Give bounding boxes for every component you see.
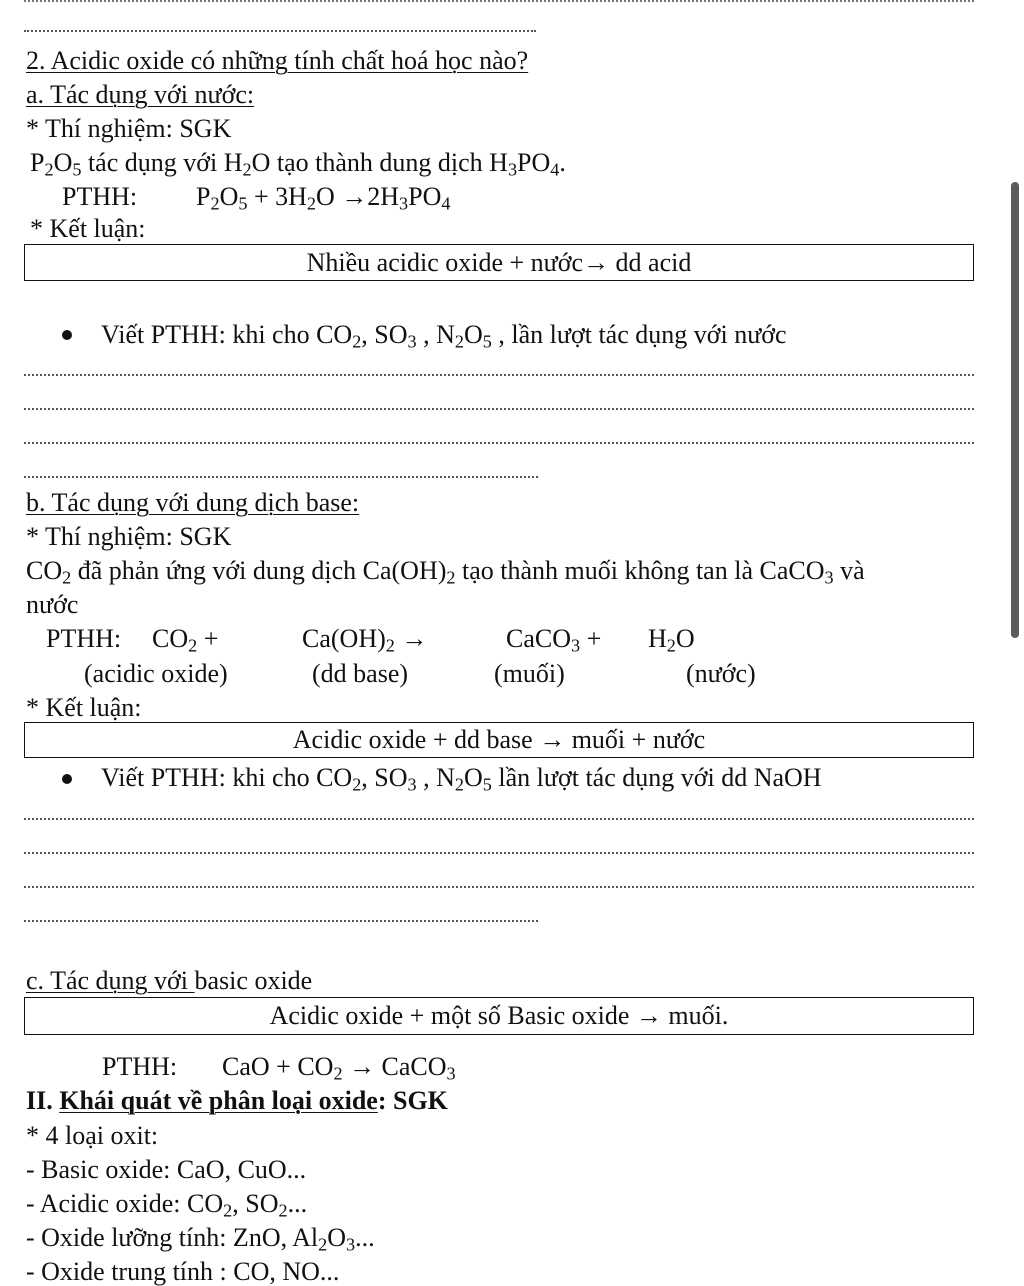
answer-line xyxy=(24,886,974,888)
section-b-description-cont: nước xyxy=(26,590,79,619)
section-c-equation: CaO + $CO_2$ → CaCO$_3$ xyxy=(222,1052,456,1084)
section-a-equation: $P_2O_5 + 3H_2O \to 2H_3PO_4$ xyxy=(196,182,451,214)
section-2-title: II. Khái quát về phân loại oxide: SGK xyxy=(26,1086,448,1115)
question-2-title: 2. Acidic oxide có những tính chất hoá học nào? xyxy=(26,46,529,75)
section-b-task: Viết PTHH: khi cho $CO_2$, $SO_3$ , $N_2O_5$ lần lượt tác dụng với dd NaOH xyxy=(101,763,822,795)
section-c-heading: c. Tác dụng với basic oxide xyxy=(26,966,313,995)
section-b-experiment: * Thí nghiệm: SGK xyxy=(26,522,232,551)
section-b-conclusion-text: Acidic oxide + dd base → muối + nước xyxy=(292,725,706,754)
section-c-conclusion-text: Acidic oxide + một số Basic oxide → muối. xyxy=(269,1001,729,1030)
section-a-conclusion-label: * Kết luận: xyxy=(30,214,146,243)
reactant-2: $Ca(OH)_2$ → xyxy=(302,624,428,656)
section-b-conclusion-box xyxy=(24,722,974,758)
section-a-conclusion-text: Nhiều acidic oxide + nước→ dd acid xyxy=(306,247,692,277)
section-a-description: $P_2O_5$ tác dụng với $H_2O$ tạo thành dung dịch $H_3PO_4$. xyxy=(30,148,566,180)
answer-line xyxy=(24,408,974,410)
section-a-pthh-label: PTHH: xyxy=(62,182,138,211)
reactant-1: $CO_2$ + xyxy=(152,624,219,656)
section-a-conclusion-box xyxy=(24,244,974,281)
neutral-oxide-item: - Oxide trung tính : CO, NO... xyxy=(26,1257,340,1286)
answer-line xyxy=(24,920,538,922)
section-b-conclusion-label: * Kết luận: xyxy=(26,693,142,722)
product-1: CaCO$_3$ + xyxy=(506,624,602,656)
label-dd-base: (dd base) xyxy=(312,659,409,688)
label-nuoc: (nước) xyxy=(686,659,756,688)
answer-line xyxy=(24,476,538,478)
section-c-pthh-label: PTHH: xyxy=(102,1052,178,1081)
bullet-a xyxy=(62,330,72,340)
product-2: $H_2O$ xyxy=(648,624,695,656)
basic-oxide-item: - Basic oxide: CaO, CuO... xyxy=(26,1155,307,1184)
section-a-task: Viết PTHH: khi cho $CO_2$, $SO_3$ , $N_2O_5$ , lần lượt tác dụng với nước xyxy=(101,320,787,352)
section-b-pthh-label: PTHH: xyxy=(46,624,122,653)
section-b-description: $CO_2$ đã phản ứng với dung dịch $Ca(OH)_2$ tạo thành muối không tan là CaCO$_3$ và xyxy=(26,556,865,588)
oxide-count: * 4 loại oxit: xyxy=(26,1121,159,1150)
acidic-oxide-item: - Acidic oxide: $CO_2$, $SO_2$... xyxy=(26,1189,308,1221)
answer-line xyxy=(24,852,974,854)
answer-line xyxy=(24,818,974,820)
section-a-experiment: * Thí nghiệm: SGK xyxy=(26,114,232,143)
section-a-heading: a. Tác dụng với nước: xyxy=(26,80,255,109)
label-acidic-oxide: (acidic oxide) xyxy=(84,659,228,688)
answer-line xyxy=(24,30,536,32)
label-muoi: (muối) xyxy=(494,659,565,688)
scrollbar[interactable] xyxy=(1011,182,1019,638)
section-b-heading: b. Tác dụng với dung dịch base: xyxy=(26,488,360,517)
bullet-b xyxy=(62,774,72,784)
answer-line xyxy=(24,374,974,376)
top-dotted-line xyxy=(24,0,974,2)
amphoteric-oxide-item: - Oxide lưỡng tính: ZnO, $Al_2O_3$... xyxy=(26,1223,375,1255)
section-c-conclusion-box xyxy=(24,997,974,1035)
answer-line xyxy=(24,442,974,444)
